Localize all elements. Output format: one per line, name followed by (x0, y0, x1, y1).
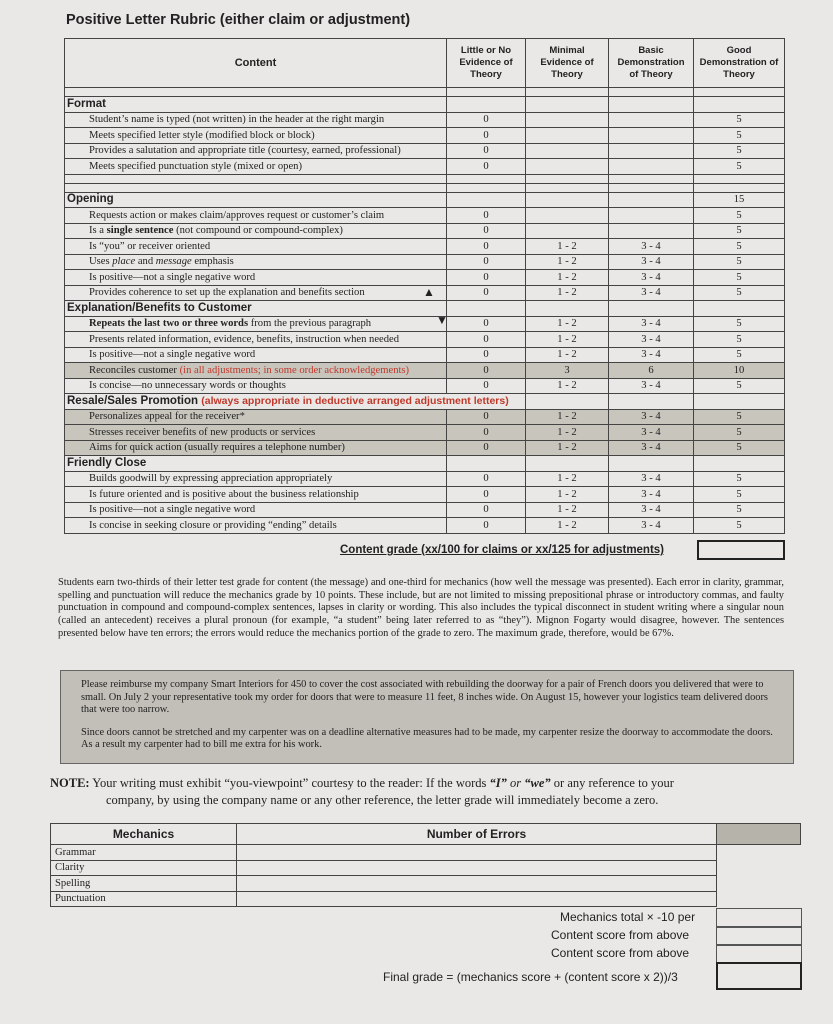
criterion-text-part: Reconciles customer (89, 364, 180, 376)
minimal-score[interactable]: 1 - 2 (526, 425, 609, 441)
basic-score[interactable]: 3 - 4 (609, 440, 694, 456)
basic-score[interactable]: 3 - 4 (609, 487, 694, 503)
little-score[interactable]: 0 (447, 254, 526, 270)
criterion-text: Is concise in seeking closure or providing “ending” details (65, 518, 447, 534)
mechanics-row (51, 845, 801, 861)
good-score[interactable]: 5 (694, 409, 785, 425)
minimal-score[interactable]: 1 - 2 (526, 502, 609, 518)
little-score[interactable]: 0 (447, 409, 526, 425)
good-score[interactable]: 5 (694, 378, 785, 394)
rubric-row (65, 487, 785, 503)
opening-total: 15 (694, 192, 785, 208)
mechanics-row (51, 876, 801, 892)
basic-score[interactable] (609, 143, 694, 159)
basic-score[interactable]: 3 - 4 (609, 347, 694, 363)
criterion-text-part: Repeats the last two or three words (89, 318, 249, 330)
criterion-text-part: (in all adjustments; in some order acknowledgements) (179, 364, 410, 376)
section-format (65, 97, 785, 113)
good-score[interactable]: 5 (694, 487, 785, 503)
rubric-header-row (65, 39, 785, 88)
good-score[interactable]: 5 (694, 440, 785, 456)
error-count-cell[interactable] (237, 860, 717, 876)
criterion-text (65, 316, 447, 332)
little-score[interactable]: 0 (447, 378, 526, 394)
rubric-row (65, 471, 785, 487)
little-score[interactable]: 0 (447, 316, 526, 332)
criterion-text (65, 363, 447, 379)
criterion-text-part: emphasis (191, 256, 234, 268)
basic-score[interactable]: 3 - 4 (609, 316, 694, 332)
mech-total-box[interactable] (716, 908, 802, 928)
basic-header: Basic Demonstration of Theory (609, 39, 694, 88)
minimal-score[interactable] (526, 223, 609, 239)
good-score[interactable]: 5 (694, 285, 785, 301)
basic-score[interactable]: 3 - 4 (609, 270, 694, 286)
little-score[interactable]: 0 (447, 471, 526, 487)
good-score[interactable]: 5 (694, 518, 785, 534)
good-score[interactable]: 5 (694, 425, 785, 441)
criterion-text-part: single sentence (106, 225, 174, 237)
criterion-text: Provides coherence to set up the explanation and benefits section (65, 285, 447, 301)
little-score[interactable]: 0 (447, 518, 526, 534)
mechanics-table (50, 823, 801, 907)
little-score[interactable]: 0 (447, 270, 526, 286)
basic-score[interactable] (609, 159, 694, 175)
minimal-score[interactable]: 1 - 2 (526, 239, 609, 255)
little-score[interactable]: 0 (447, 487, 526, 503)
section-title: Explanation/Benefits to Customer (65, 301, 447, 317)
good-score[interactable]: 5 (694, 112, 785, 128)
basic-score[interactable] (609, 112, 694, 128)
grading-explanation: Students earn two-thirds of their letter test grade for content (the message) and one-third for mechanics (how well the message was presented). Each error in clarity, grammar, spelling and punctuation will reduce the mechanics grade by 10 points. These include, but are not limited to missing prepositional phrase or introductory commas, and faulty punctuation in compound and compound-complex sentences, lapses in clarity or wording. This also includes the typical disconnect in student writing where a singular noun (called an antecedent) receives a plural pronoun (for example, “a student” being later referred to as “they”). Mignon Fogarty would disagree, however. The sentences presented below have ten errors; the errors would reduce the mechanics portion of the grade to zero. The maximum grade, therefore, would be 67%. (58, 577, 784, 639)
mechanics-category: Punctuation (51, 891, 237, 907)
basic-score[interactable] (609, 128, 694, 144)
criterion-text-part: and (135, 256, 156, 268)
good-header: Good Demonstration of Theory (694, 39, 785, 88)
basic-score[interactable]: 3 - 4 (609, 471, 694, 487)
basic-score[interactable]: 3 - 4 (609, 254, 694, 270)
criterion-text-part: Is a (89, 225, 107, 237)
note-text: Your writing must exhibit “you-viewpoint” courtesy to the reader: If the words (89, 776, 490, 790)
content-grade-label: Content grade (xx/100 for claims or xx/125 for adjustments) (340, 544, 665, 556)
criterion-text-part: Uses (89, 256, 113, 268)
basic-score[interactable]: 3 - 4 (609, 285, 694, 301)
rubric-row (65, 208, 785, 224)
note-we-word: “we” (524, 776, 551, 790)
good-score[interactable]: 5 (694, 502, 785, 518)
good-score[interactable]: 5 (694, 159, 785, 175)
section-title: Format (65, 97, 447, 113)
good-score[interactable]: 5 (694, 223, 785, 239)
rubric-row (65, 347, 785, 363)
good-score[interactable]: 5 (694, 270, 785, 286)
rubric-row (65, 518, 785, 534)
little-score[interactable]: 0 (447, 208, 526, 224)
basic-score[interactable]: 3 - 4 (609, 518, 694, 534)
section-close (65, 456, 785, 472)
mechanics-category: Grammar (51, 845, 237, 861)
note-text-line2: company, by using the company name or any other reference, the letter grade will immediately become a zero. (106, 793, 659, 807)
rubric-row (65, 440, 785, 456)
minimal-score[interactable]: 1 - 2 (526, 487, 609, 503)
criterion-text: Is positive—not a single negative word (65, 270, 447, 286)
rubric-row (65, 270, 785, 286)
basic-score[interactable] (609, 223, 694, 239)
minimal-score[interactable]: 1 - 2 (526, 254, 609, 270)
good-score[interactable]: 10 (694, 363, 785, 379)
minimal-score[interactable]: 1 - 2 (526, 347, 609, 363)
rubric-row (65, 223, 785, 239)
content-score-box-2[interactable] (716, 944, 802, 964)
basic-score[interactable] (609, 208, 694, 224)
minimal-score[interactable] (526, 128, 609, 144)
little-score[interactable]: 0 (447, 223, 526, 239)
error-count-cell[interactable] (237, 891, 717, 907)
minimal-header: Minimal Evidence of Theory (526, 39, 609, 88)
little-header: Little or No Evidence of Theory (447, 39, 526, 88)
criterion-text-part: from the previous paragraph (248, 318, 372, 330)
error-count-cell[interactable] (237, 845, 717, 861)
good-score[interactable]: 5 (694, 208, 785, 224)
content-score-box-1[interactable] (716, 926, 802, 946)
content-score-label: Content score from above (551, 928, 690, 942)
good-score[interactable]: 5 (694, 332, 785, 348)
minimal-score[interactable]: 1 - 2 (526, 270, 609, 286)
criterion-text: Presents related information, evidence, benefits, instruction when needed (65, 332, 447, 348)
sample-letter (60, 670, 794, 764)
mechanics-row (51, 891, 801, 907)
good-score[interactable]: 5 (694, 316, 785, 332)
note-text: or any reference to your (550, 776, 674, 790)
little-score[interactable]: 0 (447, 502, 526, 518)
good-score[interactable]: 5 (694, 254, 785, 270)
note-label: NOTE: (50, 776, 90, 790)
minimal-score[interactable]: 1 - 2 (526, 409, 609, 425)
criterion-text (65, 223, 447, 239)
rubric-row (65, 159, 785, 175)
note-or: or (506, 776, 525, 790)
mech-total-label: Mechanics total × -10 per (560, 910, 696, 924)
minimal-score[interactable] (526, 159, 609, 175)
criterion-text: Requests action or makes claim/approves request or customer’s claim (65, 208, 447, 224)
content-header: Content (65, 39, 447, 88)
mechanics-category: Spelling (51, 876, 237, 892)
little-score[interactable]: 0 (447, 239, 526, 255)
criterion-text-part: message (155, 256, 192, 268)
criterion-text: Is positive—not a single negative word (65, 502, 447, 518)
minimal-score[interactable] (526, 143, 609, 159)
little-score[interactable]: 0 (447, 159, 526, 175)
criterion-text-part: place (112, 256, 136, 268)
good-score[interactable]: 5 (694, 143, 785, 159)
good-score[interactable]: 5 (694, 239, 785, 255)
section-opening (65, 192, 785, 208)
basic-score[interactable]: 3 - 4 (609, 502, 694, 518)
criterion-text: Is future oriented and is positive about the business relationship (65, 487, 447, 503)
section-title: Resale/Sales Promotion (67, 394, 199, 407)
criterion-text: Student’s name is typed (not written) in the header at the right margin (65, 112, 447, 128)
little-score[interactable]: 0 (447, 425, 526, 441)
basic-score[interactable]: 3 - 4 (609, 378, 694, 394)
rubric-row (65, 409, 785, 425)
letter-paragraph: Please reimburse my company Smart Interiors for 450 to cover the cost associated with rebuilding the doorway for a pair of French doors you delivered that were to small. On July 2 your representative took my order for doors that were to measure 11 feet, 8 inches wide. On August 15, however your logistics team delivered doors that were too narrow. (81, 679, 768, 715)
little-score[interactable]: 0 (447, 363, 526, 379)
little-score[interactable]: 0 (447, 143, 526, 159)
minimal-score[interactable]: 1 - 2 (526, 440, 609, 456)
mechanics-row (51, 860, 801, 876)
rubric-row (65, 143, 785, 159)
little-score[interactable]: 0 (447, 332, 526, 348)
arrow-down-icon: ▼ (436, 313, 448, 327)
final-grade-box[interactable] (716, 962, 802, 990)
little-score[interactable]: 0 (447, 128, 526, 144)
minimal-score[interactable]: 1 - 2 (526, 332, 609, 348)
criterion-text: Meets specified letter style (modified block or block) (65, 128, 447, 144)
arrow-up-icon: ▲ (423, 285, 435, 299)
basic-score[interactable]: 6 (609, 363, 694, 379)
rubric-row (65, 425, 785, 441)
little-score[interactable]: 0 (447, 440, 526, 456)
basic-score[interactable]: 3 - 4 (609, 332, 694, 348)
rubric-row (65, 112, 785, 128)
minimal-score[interactable]: 3 (526, 363, 609, 379)
rubric-row (65, 316, 785, 332)
letter-paragraph: Since doors cannot be stretched and my carpenter was on a deadline alternative measures had to be made, my carpenter resize the doorway to accommodate the doors. As a result my carpenter had to bill me extra for his work. (81, 726, 773, 750)
good-score[interactable]: 5 (694, 128, 785, 144)
criterion-text-part: (not compound or compound-complex) (173, 225, 343, 237)
final-grade-label: Final grade = (mechanics score + (content score x 2))/3 (383, 970, 678, 984)
minimal-score[interactable] (526, 208, 609, 224)
rubric-row (65, 254, 785, 270)
basic-score[interactable]: 3 - 4 (609, 239, 694, 255)
rubric-row (65, 502, 785, 518)
criterion-text: Meets specified punctuation style (mixed or open) (65, 159, 447, 175)
note-i-word: “I” (489, 776, 507, 790)
good-score[interactable]: 5 (694, 471, 785, 487)
minimal-score[interactable]: 1 - 2 (526, 316, 609, 332)
criterion-text: Aims for quick action (usually requires a telephone number) (65, 440, 447, 456)
error-count-cell[interactable] (237, 876, 717, 892)
minimal-score[interactable]: 1 - 2 (526, 471, 609, 487)
criterion-text: Stresses receiver benefits of new products or services (65, 425, 447, 441)
minimal-score[interactable]: 1 - 2 (526, 518, 609, 534)
little-score[interactable]: 0 (447, 112, 526, 128)
note-block (50, 775, 810, 809)
minimal-score[interactable]: 1 - 2 (526, 378, 609, 394)
mechanics-grey-cell (717, 824, 801, 845)
criterion-text: Is “you” or receiver oriented (65, 239, 447, 255)
criterion-text: Is concise—no unnecessary words or thoughts (65, 378, 447, 394)
rubric-row (65, 332, 785, 348)
rubric-row (65, 239, 785, 255)
content-grade-box[interactable] (697, 540, 785, 560)
errors-header: Number of Errors (237, 824, 717, 845)
basic-score[interactable]: 3 - 4 (609, 425, 694, 441)
page-title: Positive Letter Rubric (either claim or adjustment) (66, 12, 411, 28)
rubric-row (65, 128, 785, 144)
mechanics-header: Mechanics (51, 824, 237, 845)
mechanics-category: Clarity (51, 860, 237, 876)
content-score-label-2: Content score from above (551, 946, 690, 960)
criterion-text (65, 254, 447, 270)
minimal-score[interactable]: 1 - 2 (526, 285, 609, 301)
section-note: (always appropriate in deductive arranged adjustment letters) (201, 394, 509, 407)
criterion-text: Is positive—not a single negative word (65, 347, 447, 363)
basic-score[interactable]: 3 - 4 (609, 409, 694, 425)
little-score[interactable]: 0 (447, 285, 526, 301)
criterion-text: Provides a salutation and appropriate title (courtesy, earned, professional) (65, 143, 447, 159)
section-title: Friendly Close (65, 456, 447, 472)
criterion-text: Builds goodwill by expressing appreciation appropriately (65, 471, 447, 487)
rubric-row (65, 363, 785, 379)
minimal-score[interactable] (526, 112, 609, 128)
section-explanation (65, 301, 785, 317)
criterion-text: Personalizes appeal for the receiver* (65, 409, 447, 425)
good-score[interactable]: 5 (694, 347, 785, 363)
section-resale (65, 394, 785, 410)
little-score[interactable]: 0 (447, 347, 526, 363)
rubric-row (65, 378, 785, 394)
section-title: Opening (65, 192, 447, 208)
